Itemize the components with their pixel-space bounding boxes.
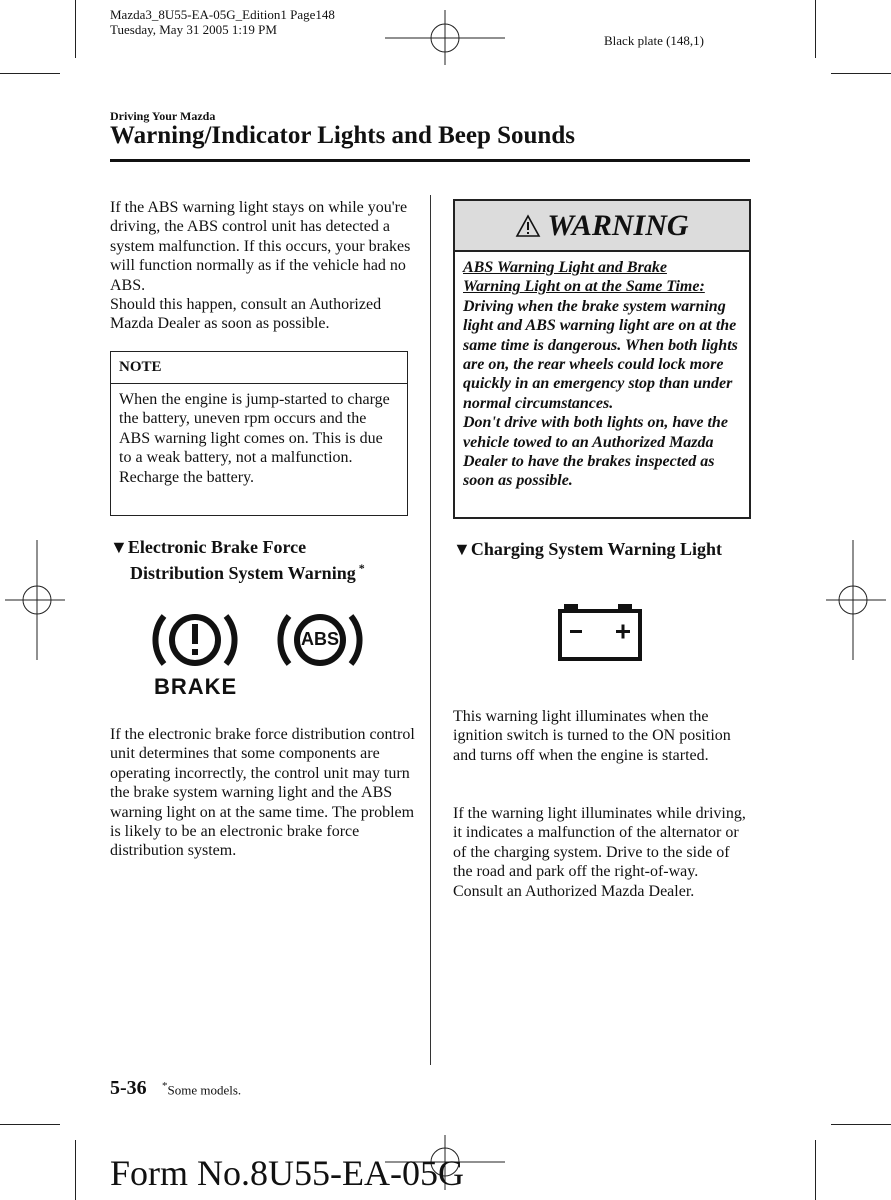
abs-label: ABS	[300, 629, 339, 649]
footnote-text: Some models.	[167, 1082, 242, 1098]
triangle-marker-icon: ▼	[110, 537, 128, 557]
ebd-heading-line2: Distribution System Warning	[130, 563, 356, 583]
triangle-marker-icon: ▼	[453, 539, 471, 559]
print-info-line2: Tuesday, May 31 2005 1:19 PM	[110, 22, 277, 37]
registration-mark-left	[5, 540, 65, 660]
battery-icon	[556, 604, 646, 662]
title-rule	[110, 159, 750, 162]
footnote-mark: *	[162, 1080, 168, 1092]
asterisk-mark: *	[358, 561, 365, 575]
warning-lead-line1: ABS Warning Light and Brake	[463, 259, 667, 276]
charging-heading	[453, 539, 753, 560]
print-info-line1: Mazda3_8U55-EA-05G_Edition1 Page148	[110, 7, 335, 22]
abs-paragraph: If the ABS warning light stays on while you're driving, the ABS control unit has detected a system malfunction. If this occurs, your brakes will function normally as if the vehicle had no ABS. Should this happen, consult an Authorized Mazda Dealer as soon as possible.	[110, 199, 411, 333]
ebd-heading	[110, 537, 420, 584]
charging-paragraph-2: If the warning light illuminates while driving, it indicates a malfunction of the alternator or of the charging system. Drive to the side of the road and park off the right-of-way. Consult an Authorized Mazda Dealer.	[453, 805, 746, 900]
abs-warning-icon	[275, 604, 365, 676]
plate-label: Black plate (148,1)	[604, 33, 704, 48]
warning-title: WARNING	[547, 208, 689, 242]
charging-paragraph-1: This warning light illuminates when the ignition switch is turned to the ON position and turns off when the engine is started.	[453, 708, 731, 764]
brake-symbol	[150, 604, 240, 676]
registration-mark-top	[385, 10, 505, 65]
warning-lead-line2: Warning Light on at the Same Time:	[463, 278, 705, 296]
registration-mark-right	[826, 540, 886, 660]
form-number: Form No.8U55-EA-05G	[110, 1153, 464, 1193]
column-divider	[430, 195, 431, 1065]
warning-triangle-icon	[515, 214, 541, 238]
note-heading: NOTE	[111, 352, 407, 384]
footnote	[162, 1080, 241, 1098]
note-text: When the engine is jump-started to charge the battery, uneven rpm occurs and the ABS warning light comes on. This is due to a weak battery, not a malfunction. Recharge the battery.	[119, 391, 390, 486]
brake-warning-icon	[150, 604, 240, 700]
note-box	[110, 351, 408, 516]
brake-label: BRAKE	[154, 674, 238, 699]
warning-text: Driving when the brake system warning light and ABS warning light are on at the same time is dangerous. When both lights are on, the rear wheels could lock more quickly in an emergency stop than under normal circumstances. Don't drive with both lights on, have the vehicle towed to an Authorized Mazda Dealer to have the brakes inspected as soon as possible.	[463, 297, 738, 490]
print-info	[110, 7, 335, 37]
page-number: 5-36	[110, 1077, 147, 1099]
warning-body	[455, 252, 749, 497]
section-label: Driving Your Mazda	[110, 109, 216, 123]
ebd-paragraph: If the electronic brake force distribution control unit determines that some components are operating incorrectly, the control unit may turn the brake system warning light and the ABS warning light on at the same time. The problem is likely to be an electronic brake force distribution system.	[110, 726, 415, 860]
page-title: Warning/Indicator Lights and Beep Sounds	[110, 122, 575, 149]
charging-heading-text: Charging System Warning Light	[470, 539, 723, 559]
warning-header	[455, 201, 749, 252]
ebd-heading-line1: Electronic Brake Force	[127, 537, 307, 557]
warning-box	[453, 199, 751, 519]
